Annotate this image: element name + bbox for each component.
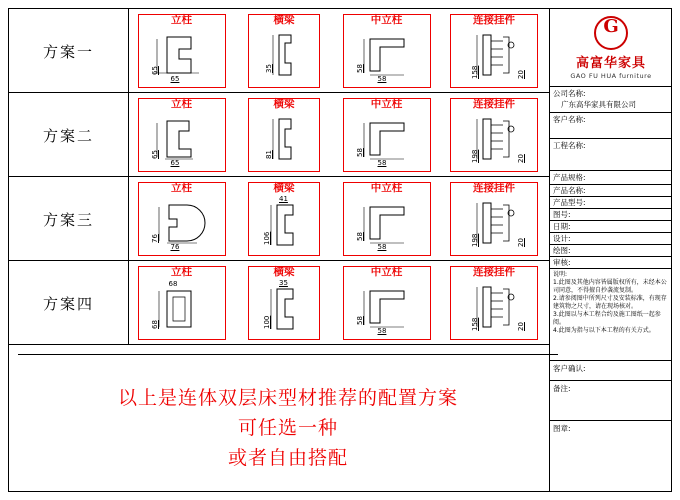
part-cell [439, 93, 549, 177]
company-label: 公司名称: [553, 89, 586, 98]
dimension-bottom: 65 [170, 75, 180, 83]
logo-icon [594, 16, 628, 50]
part-drawing [451, 113, 537, 171]
plan-row [9, 261, 549, 345]
part-box-beam [248, 266, 320, 340]
profile-svg [451, 113, 539, 173]
dimension-left: 65 [150, 150, 159, 159]
dimension-left: 68 [150, 320, 159, 329]
part-box-bracket [450, 98, 538, 172]
dimension-right: 20 [517, 70, 525, 79]
logo-name-cn: 高富华家具 [575, 55, 646, 71]
field-drawing-no: 图号: [550, 209, 672, 221]
plan-label: 方案四 [9, 261, 129, 345]
dimension-top: 68 [168, 280, 178, 288]
plan-row [9, 93, 549, 177]
field-spec [550, 171, 672, 185]
dimension-right: 20 [517, 322, 525, 331]
field-seal: 图章: [553, 424, 571, 433]
dimension-bottom: 58 [377, 327, 387, 335]
part-box-bracket [450, 182, 538, 256]
dimension-left: 58 [355, 148, 364, 157]
part-box-mid-column [343, 98, 431, 172]
drawing-area [9, 9, 549, 491]
plan-label: 方案二 [9, 93, 129, 177]
spec-label: 产品规格: [553, 173, 586, 182]
dimension-left: 65 [150, 66, 159, 75]
dimension-left: 35 [265, 64, 273, 73]
field-product-model: 产品型号: [550, 197, 672, 209]
part-cell [234, 9, 334, 93]
note-line-1: 以上是连体双层床型材推荐的配置方案 [117, 386, 458, 409]
notes-line-1: 1.此图及其他内容皆属版权所有，未经本公司同意，不得擅自抄袭流复制。 [553, 279, 667, 294]
part-title: 中立柱 [370, 182, 403, 194]
part-box-mid-column [343, 266, 431, 340]
dimension-left: 76 [150, 234, 159, 243]
plan-row [9, 9, 549, 93]
notes-line-2: 2.请参阅图中所列尺寸及安装标准，有现存建筑物之尺寸，请在现场核对。 [553, 295, 667, 310]
profile-svg [139, 29, 227, 89]
part-cell [334, 93, 439, 177]
dimension-top: 35 [279, 279, 288, 287]
part-drawing [139, 29, 225, 87]
dimension-left: 198 [471, 149, 479, 163]
dimension-right: 20 [517, 238, 525, 247]
part-cell [439, 9, 549, 93]
profile-svg [451, 197, 539, 257]
profile-svg [249, 29, 321, 89]
field-customer-confirm: 客户确认: [550, 361, 672, 381]
part-box-beam [248, 182, 320, 256]
part-title: 中立柱 [370, 98, 403, 110]
part-title: 中立柱 [370, 266, 403, 278]
field-date: 日期: [550, 221, 672, 233]
field-design: 设计: [550, 233, 672, 245]
dimension-left: 158 [471, 65, 479, 79]
part-cell [334, 177, 439, 261]
title-block [549, 9, 671, 491]
field-project [550, 139, 672, 171]
part-drawing [249, 113, 319, 171]
part-title: 立柱 [171, 266, 192, 278]
profile-svg [344, 113, 432, 173]
dimension-bottom: 65 [170, 159, 180, 167]
part-title: 中立柱 [370, 14, 403, 26]
customer-label: 客户名称: [553, 115, 586, 124]
field-review: 审核: [550, 257, 672, 269]
part-box-column [138, 14, 226, 88]
profile-svg [139, 197, 227, 257]
field-product-name: 产品名称: [550, 185, 672, 197]
part-drawing [139, 281, 225, 339]
part-box-column [138, 266, 226, 340]
part-box-beam [248, 98, 320, 172]
part-box-beam [248, 14, 320, 88]
plan-row [9, 177, 549, 261]
profile-svg [139, 113, 227, 173]
part-drawing [451, 197, 537, 255]
bottom-note [18, 354, 558, 500]
profile-svg [249, 113, 321, 173]
dimension-top: 41 [279, 195, 288, 203]
note-line-2: 可任选一种 [237, 416, 338, 439]
legal-notes [550, 269, 672, 361]
part-title: 连接挂件 [473, 14, 515, 26]
plan-label: 方案一 [9, 9, 129, 93]
spec-grid [550, 185, 672, 269]
field-customer [550, 113, 672, 139]
part-drawing [249, 197, 319, 255]
part-cell [439, 261, 549, 345]
profile-svg [249, 197, 321, 257]
notes-line-3: 3.此图以与本工程合约及施工图纸一起参阅。 [553, 311, 661, 326]
part-drawing [344, 113, 430, 171]
part-title: 立柱 [171, 14, 192, 26]
field-draw: 绘图: [550, 245, 672, 257]
part-box-mid-column [343, 14, 431, 88]
part-cell [129, 177, 234, 261]
profile-svg [451, 281, 539, 341]
part-title: 连接挂件 [473, 182, 515, 194]
part-box-bracket [450, 14, 538, 88]
part-cell [234, 93, 334, 177]
part-cell [334, 9, 439, 93]
part-drawing [249, 29, 319, 87]
dimension-left: 81 [265, 150, 273, 159]
profile-svg [451, 29, 539, 89]
part-box-column [138, 98, 226, 172]
company-logo [550, 9, 672, 87]
dimension-left: 106 [263, 231, 271, 245]
part-drawing [139, 197, 225, 255]
part-title: 立柱 [171, 98, 192, 110]
dimension-bottom: 76 [170, 243, 180, 251]
part-drawing [249, 281, 319, 339]
notes-line-4: 4.此图为指与以下本工程的有关方式。 [553, 327, 655, 334]
part-title: 横梁 [273, 182, 295, 194]
profile-svg [344, 281, 432, 341]
part-cell [129, 9, 234, 93]
part-title: 连接挂件 [473, 98, 515, 110]
part-cell [129, 261, 234, 345]
field-company [550, 87, 672, 113]
part-drawing [451, 281, 537, 339]
part-box-mid-column [343, 182, 431, 256]
dimension-right: 20 [517, 154, 525, 163]
part-title: 连接挂件 [473, 266, 515, 278]
dimension-bottom: 58 [377, 243, 387, 251]
company-value: 广东高华家具有限公司 [561, 100, 636, 109]
dimension-left: 58 [355, 316, 364, 325]
part-drawing [344, 29, 430, 87]
plan-label: 方案三 [9, 177, 129, 261]
part-cell [234, 261, 334, 345]
part-drawing [139, 113, 225, 171]
part-title: 立柱 [171, 182, 192, 194]
field-remark: 备注: [550, 381, 672, 421]
dimension-left: 58 [355, 232, 364, 241]
dimension-bottom: 58 [377, 75, 387, 83]
part-drawing [451, 29, 537, 87]
dimension-left: 100 [263, 315, 271, 329]
profile-svg [344, 29, 432, 89]
dimension-left: 58 [355, 64, 364, 73]
dimension-bottom: 58 [377, 159, 387, 167]
part-cell [234, 177, 334, 261]
note-line-3: 或者自由搭配 [227, 446, 348, 469]
notes-title: 说明: [553, 271, 568, 278]
part-drawing [344, 197, 430, 255]
part-title: 横梁 [273, 266, 295, 278]
dimension-left: 158 [471, 317, 479, 331]
part-drawing [344, 281, 430, 339]
part-box-column [138, 182, 226, 256]
part-cell [334, 261, 439, 345]
part-title: 横梁 [273, 14, 295, 26]
part-box-bracket [450, 266, 538, 340]
profile-svg [139, 281, 227, 341]
project-label: 工程名称: [553, 141, 586, 150]
profile-svg [344, 197, 432, 257]
part-cell [439, 177, 549, 261]
part-cell [129, 93, 234, 177]
dimension-left: 198 [471, 233, 479, 247]
logo-name-en: GAO FU HUA furniture [570, 71, 652, 80]
part-title: 横梁 [273, 98, 295, 110]
profile-svg [249, 281, 321, 341]
